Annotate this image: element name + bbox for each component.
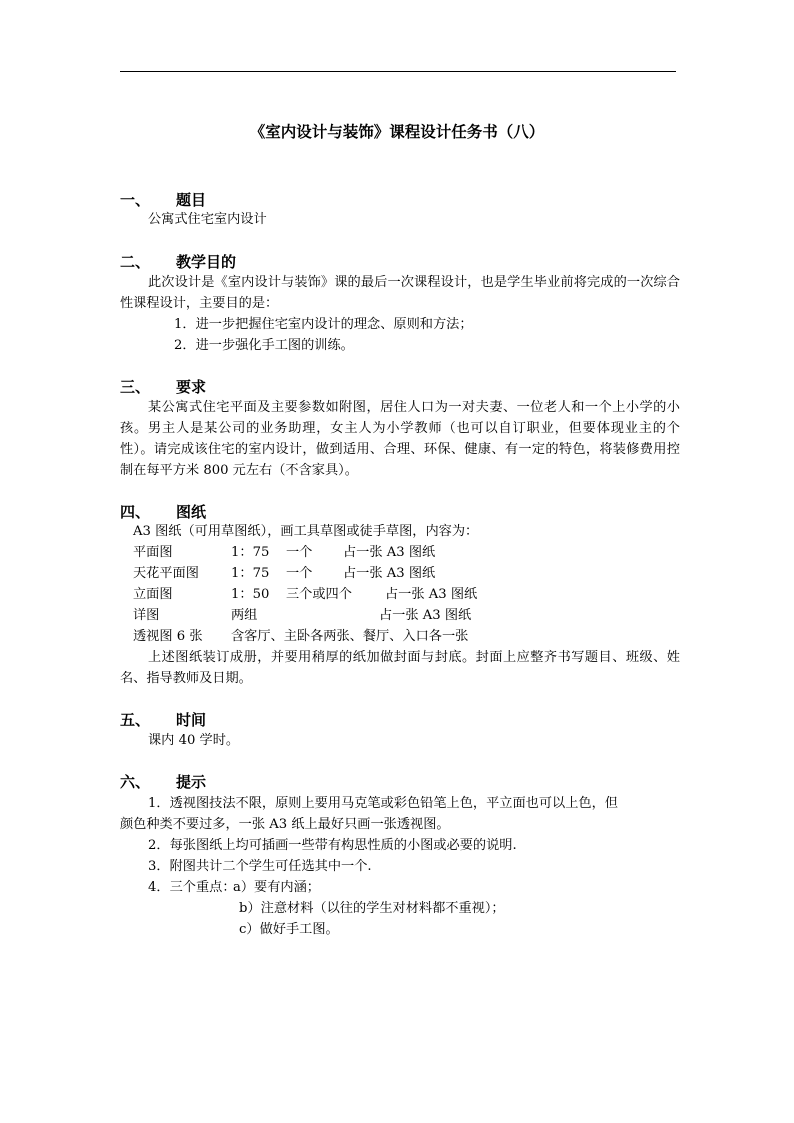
section-title: 图纸 (176, 503, 207, 521)
section-number: 三、 (120, 378, 151, 396)
drawing-name: 透视图 6 张 (133, 629, 203, 644)
tip-4-item: b）注意材料（以往的学生对材料都不重视）； (239, 901, 505, 916)
tip-4-item: c）做好手工图。 (239, 922, 339, 937)
section-title: 要求 (176, 378, 207, 396)
drawing-count: 三个或四个 (286, 587, 352, 602)
drawing-count: 一个 (286, 545, 313, 560)
section-1-heading (120, 189, 206, 210)
drawing-scale: 两组 (231, 608, 258, 623)
section-6-heading (120, 771, 206, 792)
section-5-heading (120, 709, 206, 730)
section-title: 教学目的 (176, 253, 237, 271)
section-2-paragraph: 此次设计是《室内设计与装饰》课的最后一次课程设计，也是学生毕业前将完成的一次综合性课程设计，主要目的是： (120, 275, 680, 311)
drawing-name: 天花平面图 (133, 566, 199, 581)
section-number: 五、 (120, 711, 151, 729)
section-1-content: 公寓式住宅室内设计 (148, 212, 267, 227)
drawings-note: 上述图纸装订成册，并要用稍厚的纸加做封面与封底。封面上应整齐书写题目、班级、姓名、指导教师及日期。 (120, 650, 680, 686)
section-number: 六、 (120, 773, 151, 791)
drawing-sheet: 占一张 A3 图纸 (343, 545, 436, 560)
drawing-scale: 1：50 (231, 587, 270, 602)
section-3-heading (120, 376, 206, 397)
section-title: 提示 (176, 773, 207, 791)
tip-1-line-1: 1．透视图技法不限，原则上要用马克笔或彩色铅笔上色，平立面也可以上色，但 (148, 796, 618, 811)
drawing-name: 立面图 (133, 587, 173, 602)
drawing-scale: 1：75 (231, 545, 270, 560)
drawings-intro: A3 图纸（可用草图纸），画工具草图或徒手草图，内容为： (133, 524, 479, 539)
tip-4-label: 4．三个重点： (148, 880, 236, 895)
drawing-scale: 含客厅、主卧各两张、餐厅、入口各一张 (231, 629, 469, 644)
drawing-sheet: 占一张 A3 图纸 (343, 566, 436, 581)
section-number: 一、 (120, 191, 151, 209)
drawing-count: 一个 (286, 566, 313, 581)
page-title: 《室内设计与装饰》课程设计任务书（八） (249, 123, 545, 141)
section-2-heading (120, 251, 236, 272)
section-3-paragraph: 某公寓式住宅平面及主要参数如附图，居住人口为一对夫妻、一位老人和一个上小学的小孩。男主人是某公司的业务助理，女主人为小学教师（也可以自订职业，但要体现业主的个性）。请完成该住宅的室内设计，做到适用、合理、环保、健康、有一定的特色，将装修费用控制在每平方米 800 元左右（不含家具）。 (120, 400, 680, 478)
section-number: 二、 (120, 253, 151, 271)
drawing-name: 详图 (133, 608, 160, 623)
tip-4-item: a）要有内涵； (233, 880, 320, 895)
section-title: 题目 (176, 191, 207, 209)
section-title: 时间 (176, 711, 207, 729)
drawing-sheet: 占一张 A3 图纸 (385, 587, 478, 602)
drawing-sheet: 占一张 A3 图纸 (379, 608, 472, 623)
header-rule (120, 71, 676, 72)
section-5-content: 课内 40 学时。 (148, 733, 240, 748)
drawing-name: 平面图 (133, 545, 173, 560)
drawing-scale: 1：75 (231, 566, 270, 581)
tip-1-line-2: 颜色种类不要过多，一张 A3 纸上最好只画一张透视图。 (120, 817, 450, 832)
tip-3: 3．附图共计二个学生可任选其中一个. (148, 859, 372, 874)
section-number: 四、 (120, 503, 151, 521)
section-4-heading (120, 501, 206, 522)
list-item: 2．进一步强化手工图的训练。 (174, 338, 354, 353)
list-item: 1．进一步把握住宅室内设计的理念、原则和方法； (174, 317, 473, 332)
tip-2: 2．每张图纸上均可插画一些带有构思性质的小图或必要的说明. (148, 838, 517, 853)
